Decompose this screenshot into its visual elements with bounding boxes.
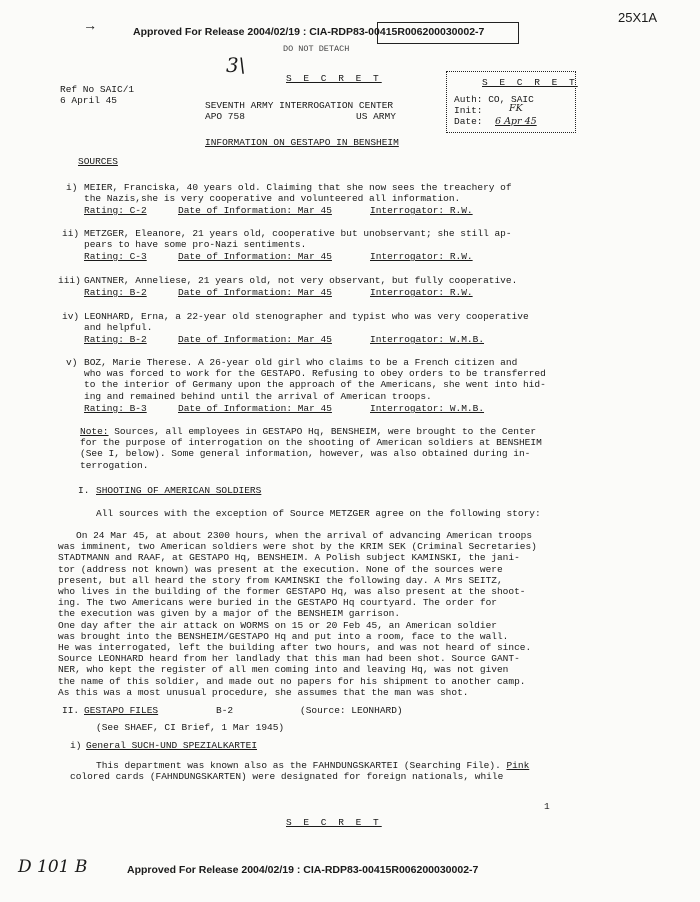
organization-army: US ARMY [356,111,396,122]
handwritten-file-code: D 101 B [18,857,88,877]
source-interrogator: Interrogator: W.M.B. [370,334,485,345]
classification-bottom: S E C R E T [286,817,382,828]
auth-line: Auth: CO, SAIC [454,94,534,105]
source-description: MEIER, Franciska, 40 years old. Claiming that she now sees the treachery of the Nazis,she is very cooperative and volunteered all information. [84,182,512,205]
organization-name: SEVENTH ARMY INTERROGATION CENTER [205,100,394,111]
source-date-of-information: Date of Information: Mar 45 [178,403,332,414]
source-description: BOZ, Marie Therese. A 26-year old girl who claims to be a French citizen and who was forced to work for the GESTAPO. Refusing to obey orders to be transferred to the interior of Germany upon the approach of the Americans, she went into hid- ing and remained behind until the arrival of American troops. [84,357,546,402]
handwritten-number: 3\ [226,53,246,77]
section-reference: (See SHAEF, CI Brief, 1 Mar 1945) [96,722,285,733]
source-number: ii) [62,228,80,239]
source-rating: Rating: C-2 [84,205,147,216]
source-date-of-information: Date of Information: Mar 45 [178,334,332,345]
source-rating: Rating: C-3 [84,251,147,262]
source-rating: Rating: B-2 [84,287,147,298]
do-not-detach-stamp: DO NOT DETACH [283,44,350,54]
source-interrogator: Interrogator: R.W. [370,287,473,298]
classification-top: S E C R E T [286,73,382,84]
init-label: Init: [454,105,483,116]
source-interrogator: Interrogator: R.W. [370,251,473,262]
source-description: GANTNER, Anneliese, 21 years old, not very observant, but fully cooperative. [84,275,518,286]
section-heading: GESTAPO FILES [84,705,159,716]
release-stamp-bottom: Approved For Release 2004/02/19 : CIA-RDP83-00415R006200030002-7 [127,864,479,876]
source-number: iv) [62,311,80,322]
source-rating: Rating: B-2 [84,334,147,345]
source-rating: Rating: B-3 [84,403,147,414]
source-date-of-information: Date of Information: Mar 45 [178,251,332,262]
sources-note: Note: Sources, all employees in GESTAPO Hq, BENSHEIM, were brought to the Center for the purpose of interrogation on the shooting of American soldiers at BENSHEIM (See I, below). Some general information, however, was also obtained during in- terrogation. [80,426,542,471]
subsection-heading: General SUCH-UND SPEZIALKARTEI [86,740,258,751]
stamp-box [377,22,519,44]
date-label: Date: [454,116,483,127]
section-number: I. [78,485,90,496]
section-rating: B-2 [216,705,234,716]
document-title: INFORMATION ON GESTAPO IN BENSHEIM [205,137,399,148]
classification-box [446,71,576,133]
handwritten-mark-top: → [86,19,95,35]
page-number: 1 [544,801,550,812]
shooting-narrative: On 24 Mar 45, at about 2300 hours, when the arrival of advancing American troops was imminent, two American soldiers were shot by the KRIM SEK (Criminal Secretaries) STADTMANN and RAAF, at GESTAPO Hq, BENSHEIM. A Polish subject KAMINSKI, the jani- tor (address not known) was present at the execution. None of the sources were present, but all heard the story from KAMINSKI the following day. A Mrs SEITZ, who lives in the building of the former GESTAPO Hq, was also present at the shoot- ing. The two Americans were buried in the GESTAPO Hq courtyard. The order for the execution was given by a major of the BENSHEIM garrison. One day after the air attack on WORMS on 15 or 20 Feb 45, an American soldier was brought into the BENSHEIM/GESTAPO Hq and put into a room, face to the wall. He was interrogated, left the building after two hours, and was not heard of since. Source LEONHARD heard from her landlady that this man had been shot. Source GANT- NER, who kept the register of all men coming into and leaving Hq, was not given the name of this soldier, and made out no papers for his shipment to another camp. As this was a most unusual procedure, she assumes that the man was shot. [58,530,537,698]
section-intro: All sources with the exception of Source METZGER agree on the following story: [96,508,541,519]
source-interrogator: Interrogator: W.M.B. [370,403,485,414]
organization-apo: APO 758 [205,111,245,122]
section-number: II. [62,705,80,716]
source-interrogator: Interrogator: R.W. [370,205,473,216]
source-number: v) [66,357,78,368]
source-description: METZGER, Eleanore, 21 years old, cooperative but unobservant; she still ap- pears to have some pro-Nazi sentiments. [84,228,512,251]
source-number: iii) [58,275,81,286]
sources-heading: SOURCES [78,156,118,167]
files-paragraph: This department was known also as the FAHNDUNGSKARTEI (Searching File). Pink colored cards (FAHNDUNGSKARTEN) were designated for foreign nationals, while [70,760,530,783]
note-label: Note: [80,426,109,437]
reference-number: Ref No SAIC/1 [60,84,135,95]
date-handwritten: 6 Apr 45 [495,116,537,127]
source-number: i) [66,182,78,193]
source-date-of-information: Date of Information: Mar 45 [178,205,332,216]
init-signature: FK [509,103,523,114]
section-source: (Source: LEONHARD) [300,705,403,716]
corner-code: 25X1A [618,10,658,25]
subsection-number: i) [70,740,82,751]
source-description: LEONHARD, Erna, a 22-year old stenographer and typist who was very cooperative and helpful. [84,311,529,334]
classification-box-secret: S E C R E T [482,77,578,88]
section-heading: SHOOTING OF AMERICAN SOLDIERS [96,485,262,496]
source-date-of-information: Date of Information: Mar 45 [178,287,332,298]
release-stamp-top: Approved For Release 2004/02/19 : CIA-RDP83-00415R006200030002-7 [133,26,485,38]
document-date: 6 April 45 [60,95,118,106]
